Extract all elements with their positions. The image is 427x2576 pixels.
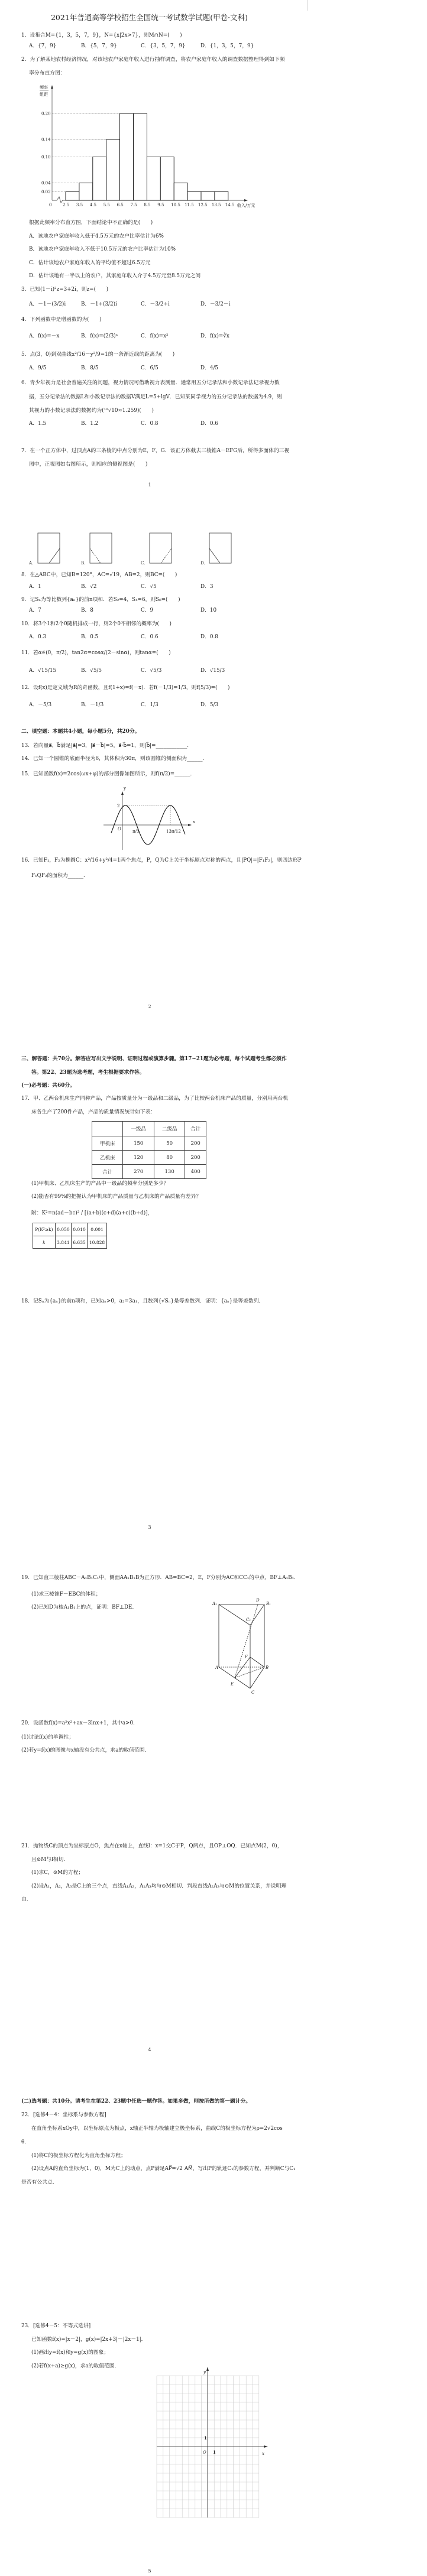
hist-x-tick: 6.5	[117, 203, 124, 207]
q16-stem: F₁QF₂的面积为______．	[31, 873, 89, 879]
option-a: A．√15/15	[29, 668, 57, 674]
option-b: B．－1+(3/2)i	[81, 301, 117, 307]
q22-stem: θ．	[21, 2139, 30, 2145]
y-label: y	[124, 786, 126, 791]
grid-origin-label: O	[203, 2450, 206, 2455]
table-cell: k	[33, 1236, 56, 1249]
table-cell: 合计	[92, 1165, 123, 1179]
option-a: A．f(x)=－x	[29, 333, 60, 339]
label-c: C	[251, 1690, 255, 1695]
option-c: C．－3/2+i	[141, 301, 170, 307]
q2-question: 根据此频率分布直方图，下面结论中不正确的是( )	[29, 220, 153, 226]
option-d: D．f(x)=∛x	[200, 333, 229, 339]
q7-figure-b	[90, 533, 112, 563]
table-cell: 6.635	[71, 1236, 87, 1249]
option-b: B．f(x)=(2/3)ˣ	[81, 333, 118, 339]
table-cell: 10.828	[88, 1236, 107, 1249]
option-d: D．3	[200, 584, 214, 590]
option-a: A．9/5	[29, 365, 47, 371]
table-cell: 80	[154, 1151, 185, 1165]
table-header: 一级品	[123, 1122, 154, 1136]
q2-option-b: B．该地农户家庭年收入不低于10.5万元的农户比率估计为10%	[29, 246, 176, 252]
q8-stem: 8．在△ABC中，已知B=120°，AC=√19，AB=2，则BC=( )	[21, 572, 177, 578]
x-axis-arrow-icon	[188, 824, 192, 826]
option-d: D．0.8	[200, 634, 218, 640]
hist-bar	[66, 191, 79, 200]
page-number: 3	[148, 1525, 151, 1530]
q21-part-2: 由．	[21, 1896, 32, 1902]
label-c1: C₁	[246, 1617, 251, 1622]
q11-stem: 11．若α∈(0，π/2)，tan2α=cosα/(2－sinα)，则tanα=( )	[21, 650, 171, 656]
hist-y-tick: 0.10	[41, 155, 51, 160]
q23-title: 23．[选修4－5：不等式选讲]	[21, 2323, 91, 2329]
table-cell: 400	[185, 1165, 206, 1179]
hist-y-label-top: 频率	[40, 85, 48, 90]
q17-part-1: (1)甲机床、乙机床生产的产品中一级品的频率分别是多少？	[31, 1181, 169, 1187]
hist-bar	[93, 157, 106, 201]
q17-stem: 床各生产了200件产品，产品的质量情况统计如下表：	[31, 1109, 156, 1115]
option-b: B．√2	[81, 584, 97, 590]
hist-bar	[106, 139, 120, 200]
option-d: D．－3/2－i	[200, 301, 231, 307]
q17-quality-table	[92, 1121, 206, 1179]
hist-y-label-bottom: 组距	[40, 92, 48, 97]
hist-y-tick: 0.14	[41, 137, 51, 142]
option-c: C．f(x)=x²	[141, 333, 169, 339]
q23-stem: 已知函数f(x)=|x－2|，g(x)=|2x+3|－|2x－1|．	[31, 2337, 147, 2343]
q7-figure-c	[150, 533, 172, 563]
option-c: C．√5/3	[141, 668, 162, 674]
q5-stem: 5．点(3，0)到双曲线x²/16－y²/9=1的一条渐近线的距离为( )	[21, 352, 175, 358]
q21-stem: 且⊙M与l相切．	[31, 1857, 69, 1863]
table-cell: 120	[123, 1151, 154, 1165]
table-cell: 130	[154, 1165, 185, 1179]
table-row	[92, 1122, 206, 1136]
q6-stem: 其视力的小数记录法的数据约为(¹⁰√10≈1.259)( )	[29, 408, 154, 414]
table-row	[92, 1136, 206, 1151]
q1-stem: 1．设集合M={1，3，5，7，9}，N={x|2x>7}，则M∩N=( )	[21, 33, 182, 38]
q17-k-table	[33, 1223, 107, 1249]
q17-part-2: (2)能否有99%的把握认为甲机床的产品质量与乙机床的产品质量有差异？	[31, 1194, 202, 1200]
page-title: 2021年普通高等学校招生全国统一考试数学试题(甲卷·文科)	[50, 13, 248, 22]
q10-stem: 10．将3个1和2个0随机排成一行，则2个0不相邻的概率为( )	[21, 621, 172, 627]
hist-bar	[160, 157, 174, 201]
hist-x-tick: 2.5	[63, 203, 70, 207]
hist-x-tick: 14.5	[225, 203, 235, 207]
table-cell: 50	[154, 1136, 185, 1151]
q6-stem: 6．青少年视力是社会普遍关注的问题，视力情况可借助视力表测量．通常用五分记录法和小数记录法记录视力数	[21, 380, 280, 386]
table-row	[92, 1151, 206, 1165]
option-a: A．0.3	[29, 634, 47, 640]
hist-bar	[201, 191, 215, 200]
hist-x-tick: 8.5	[144, 203, 151, 207]
option-c: C．9	[141, 608, 154, 613]
option-d: D．4/5	[200, 365, 219, 371]
table-row	[33, 1223, 107, 1236]
q7-label-a: A.	[29, 561, 34, 566]
hist-bar	[79, 183, 93, 200]
origin-label: O	[118, 827, 121, 831]
q20-part-2: (2)若y=f(x)的图像与x轴没有公共点，求a的取值范围．	[21, 1747, 150, 1753]
option-d: D．0.6	[200, 421, 218, 427]
q2-stem: 率分布直方图：	[29, 70, 66, 76]
hist-bar	[187, 191, 201, 200]
option-c: C．1/3	[141, 702, 158, 708]
option-a: A．－5/3	[29, 702, 52, 708]
option-c: C．0.8	[141, 421, 158, 427]
table-row	[92, 1165, 206, 1179]
peak-label: 2	[117, 804, 120, 808]
table-cell: 200	[185, 1136, 206, 1151]
grid-y-unit: 1	[204, 2435, 207, 2441]
option-a: A．1.5	[29, 421, 47, 427]
table-cell: 甲机床	[92, 1136, 123, 1151]
grid-y-label: y	[203, 2370, 206, 2374]
grid-x-label: x	[262, 2451, 264, 2456]
q15-graph	[103, 786, 195, 850]
grid-y-arrow-icon	[206, 2367, 209, 2371]
q23-part-2: (2)若f(x+a)≥g(x)，求a的取值范围．	[31, 2363, 120, 2369]
q19-stem: 19．已知直三棱柱ABC－A₁B₁C₁中，侧面AA₁B₁B为正方形．AB=BC=2，E，F分别为AC和CC₁的中点，BF⊥A₁B₁．	[21, 1575, 299, 1581]
table-cell: 200	[185, 1151, 206, 1165]
hist-x-tick: 10.5	[171, 203, 180, 207]
q7-label-c: C.	[141, 561, 145, 566]
q7-figure-d	[209, 533, 231, 563]
q21-part-1: (1)求C，⊙M的方程；	[31, 1870, 84, 1876]
q2-option-d: D．估计该地有一半以上的农户，其家庭年收入介于4.5万元至8.5万元之间	[29, 273, 201, 279]
table-cell: 150	[123, 1136, 154, 1151]
q20-stem: 20．设函数f(x)=a²x²+ax－3lnx+1，其中a>0．	[21, 1720, 138, 1726]
q7-label-d: D.	[200, 561, 205, 566]
option-b: B．8/5	[81, 365, 99, 371]
hist-x-tick: 3.5	[76, 203, 83, 207]
option-c: C．{3，5，7，9}	[141, 43, 186, 49]
q18-stem: 18．记Sₙ为{aₙ}的前n项和，已知aₙ>0，a₂=3a₁，且数列{√Sₙ}是等差数列．证明：{aₙ}是等差数列．	[21, 1298, 264, 1304]
table-header: 合计	[185, 1122, 206, 1136]
q15-stem: 15．已知函数f(x)=2cos(ωx+φ)的部分图像如图所示，则f(π/2)=______．	[21, 771, 196, 777]
label-b1: B₁	[266, 1602, 271, 1606]
hist-x-tick: 4.5	[89, 203, 96, 207]
q2-option-a: A．该地农户家庭年收入低于4.5万元的农户比率估计为6%	[29, 233, 164, 239]
option-b: B．8	[81, 608, 93, 613]
hist-bar	[120, 113, 134, 200]
label-a: A	[215, 1665, 219, 1670]
q22-part-1: (1)将C的极坐标方程化为直角坐标方程；	[31, 2153, 126, 2159]
hist-x-tick: 12.5	[198, 203, 208, 207]
label-b: B	[266, 1665, 269, 1670]
part-heading-required: (一)必考题：共60分。	[21, 1083, 75, 1089]
hist-x-label: 收入/万元	[237, 203, 255, 208]
table-cell: 270	[123, 1165, 154, 1179]
tick-pi-3: π/3	[132, 829, 140, 834]
q4-stem: 4．下列函数中是增函数的为( )	[21, 317, 102, 323]
hist-bar	[215, 191, 228, 200]
q21-part-2: (2)设A₁，A₂，A₃是C上的三个点，直线A₁A₂，A₁A₃均与⊙M相切．判段直线A₂A₃与⊙M的位置关系，并说明理	[31, 1883, 287, 1889]
label-f: F	[245, 1655, 248, 1659]
hist-origin-label: 0	[49, 203, 52, 207]
q20-part-1: (1)讨论f(x)的单调性；	[21, 1734, 75, 1740]
option-b: B．0.5	[81, 634, 99, 640]
option-d: D．{1，3，5，7，9}	[200, 43, 254, 49]
q17-formula: 附：K²=n(ad－bc)² / [(a+b)(c+d)(a+c)(b+d)]，	[31, 1210, 153, 1216]
q14-stem: 14．已知一个圆锥的底面半径为6，其体积为30π，则该圆锥的侧面积为______．	[21, 756, 208, 762]
hist-bar	[174, 183, 187, 200]
label-e: E	[231, 1682, 234, 1687]
hist-y-tick: 0.20	[41, 111, 51, 116]
option-a: A．7	[29, 608, 41, 613]
table-cell: 3.841	[55, 1236, 71, 1249]
q19-prism-figure	[219, 1604, 264, 1688]
section-heading-answer: 答。第22、23题为选考题，考生根据要求作答。	[31, 1070, 145, 1076]
q13-stem: 13．若向量a⃗，b⃗满足|a⃗|=3，|a⃗－b⃗|=5，a⃗·b⃗=1，则|b⃗|=____________．	[21, 743, 193, 749]
q6-stem: 据，五分记录法的数据L和小数记录法的数据V满足L=5+lgV．已知某同学视力的五分记录法的数据为4.9，则	[29, 394, 282, 400]
page-number: 1	[148, 482, 151, 488]
table-cell: 0.050	[55, 1223, 71, 1236]
hist-bar	[147, 157, 160, 201]
table-row	[33, 1236, 107, 1249]
page-number: 4	[148, 2047, 151, 2052]
q21-stem: 21．抛物线C的顶点为坐标原点O，焦点在x轴上，直线l：x=1交C于P，Q两点，且OP⊥OQ．已知点M(2，0)，	[21, 1843, 283, 1849]
q2-stem: 2．为了解某地农村经济情况，对该地农户家庭年收入进行抽样调查，将农户家庭年收入的调查数据整理得到如下频	[21, 57, 285, 63]
q22-part-2: 是否有公共点．	[21, 2179, 58, 2185]
page-number: 5	[148, 2568, 151, 2574]
hist-y-arrow-icon	[51, 85, 53, 89]
q2-histogram	[40, 85, 255, 208]
part-heading-elective: (二)选考题：共10分。请考生在第22、23题中任选一题作答。如果多做，则按所做的第一题计分。	[21, 2099, 251, 2104]
option-a: A．－1－(3/2)i	[29, 301, 66, 307]
q22-title: 22．[选修4－4：坐标系与参数方程]	[21, 2112, 106, 2118]
table-cell: P(K²≥k)	[33, 1223, 56, 1236]
q19-part-1: (1)求三棱锥F－EBC的体积；	[31, 1591, 101, 1597]
q19-part-2: (2)已知D为棱A₁B₁上的点，证明：BF⊥DE．	[31, 1604, 138, 1610]
hist-x-tick: 7.5	[130, 203, 137, 207]
q2-option-c: C．估计该地农户家庭年收入的平均值不超过6.5万元	[29, 260, 151, 266]
option-c: C．√5	[141, 584, 157, 590]
q7-stem: 图中，正视图如右图所示，则相应的侧视图是( )	[29, 462, 148, 467]
q7-stem: 7．在一个正方体中，过顶点A的三条棱的中点分别为E，F，G．该正方体截去三棱锥A－EFG后，所得多面体的三视	[21, 448, 290, 454]
hist-x-tick: 9.5	[157, 203, 164, 207]
option-c: C．6/5	[141, 365, 158, 371]
hist-y-tick: 0.04	[41, 181, 51, 186]
hist-x-tick: 13.5	[211, 203, 221, 207]
hist-x-tick: 5.5	[103, 203, 110, 207]
option-b: B．{5，7，9}	[81, 43, 117, 49]
table-cell: 0.001	[88, 1223, 107, 1236]
q23-part-1: (1)画出y=f(x)和y=g(x)的图象；	[31, 2350, 109, 2356]
q9-stem: 9．记Sₙ为等比数列{aₙ}的前n项和．若S₂=4，S₄=6，则S₆=( )	[21, 597, 180, 603]
hist-y-tick: 0.02	[41, 189, 51, 194]
y-axis-arrow-icon	[121, 791, 124, 795]
option-d: D．5/3	[200, 702, 219, 708]
option-c: C．0.6	[141, 634, 158, 640]
label-a1: A₁	[212, 1602, 217, 1606]
q16-stem: 16．已知F₁，F₂为椭圆C：x²/16+y²/4=1两个焦点，P，Q为C上关于坐标原点对称的两点，且|PQ|=|F₁F₂|，则四边形P	[21, 857, 302, 863]
q22-part-2: (2)设点A的直角坐标为(1，0)，M为C上的动点，点P满足AP⃗=√2 AM⃗，写出P的轨迹C₁的参数方程，并判断C与C₁	[31, 2166, 296, 2172]
option-b: B．1.2	[81, 421, 99, 427]
option-d: D．√15/3	[200, 668, 225, 674]
x-label: x	[193, 820, 195, 824]
hist-x-arrow-icon	[244, 199, 248, 202]
grid-x-arrow-icon	[264, 2445, 268, 2448]
label-d: D	[256, 1598, 260, 1603]
q17-stem: 17．甲、乙两台机床生产同种产品，产品按质量分为一级品和二级品，为了比较两台机床产品的质量，分别用两台机	[21, 1096, 289, 1102]
hist-bar	[134, 113, 147, 200]
option-b: B．－1/3	[81, 702, 104, 708]
q7-label-b: B.	[81, 561, 86, 566]
table-cell: 乙机床	[92, 1151, 123, 1165]
q22-stem: 在直角坐标系xOy中，以坐标原点为极点，x轴正半轴为极轴建立极坐标系，曲线C的极坐标方程为ρ=2√2cos	[31, 2126, 283, 2132]
table-header: 二级品	[154, 1122, 185, 1136]
option-d: D．10	[200, 608, 217, 613]
tick-13pi-12: 13π/12	[166, 829, 181, 834]
option-a: A．1	[29, 584, 41, 590]
section-heading-answer: 三、解答题：共70分。解答应写出文字说明、证明过程或演算步骤。第17~21题为必考题，每个试题考生都必须作	[21, 1056, 287, 1062]
q7-figure-a	[38, 533, 60, 563]
table-cell: 0.010	[71, 1223, 87, 1236]
page-number: 2	[148, 1004, 151, 1009]
section-heading-fill-in: 二、填空题：本题共4小题，每小题5分，共20分。	[21, 729, 140, 735]
option-a: A．{7，9}	[29, 43, 57, 49]
option-b: B．√5/5	[81, 668, 102, 674]
hist-x-tick: 11.5	[185, 203, 194, 207]
q12-stem: 12．设f(x)是定义域为R的奇函数，且f(1+x)=f(－x)．若f(－1/3)=1/3，则f(5/3)=( )	[21, 685, 230, 691]
grid-x-unit: 1	[213, 2450, 216, 2455]
q3-stem: 3．已知(1－i)²z=3+2i，则z=( )	[21, 287, 109, 293]
table-header	[92, 1122, 123, 1136]
